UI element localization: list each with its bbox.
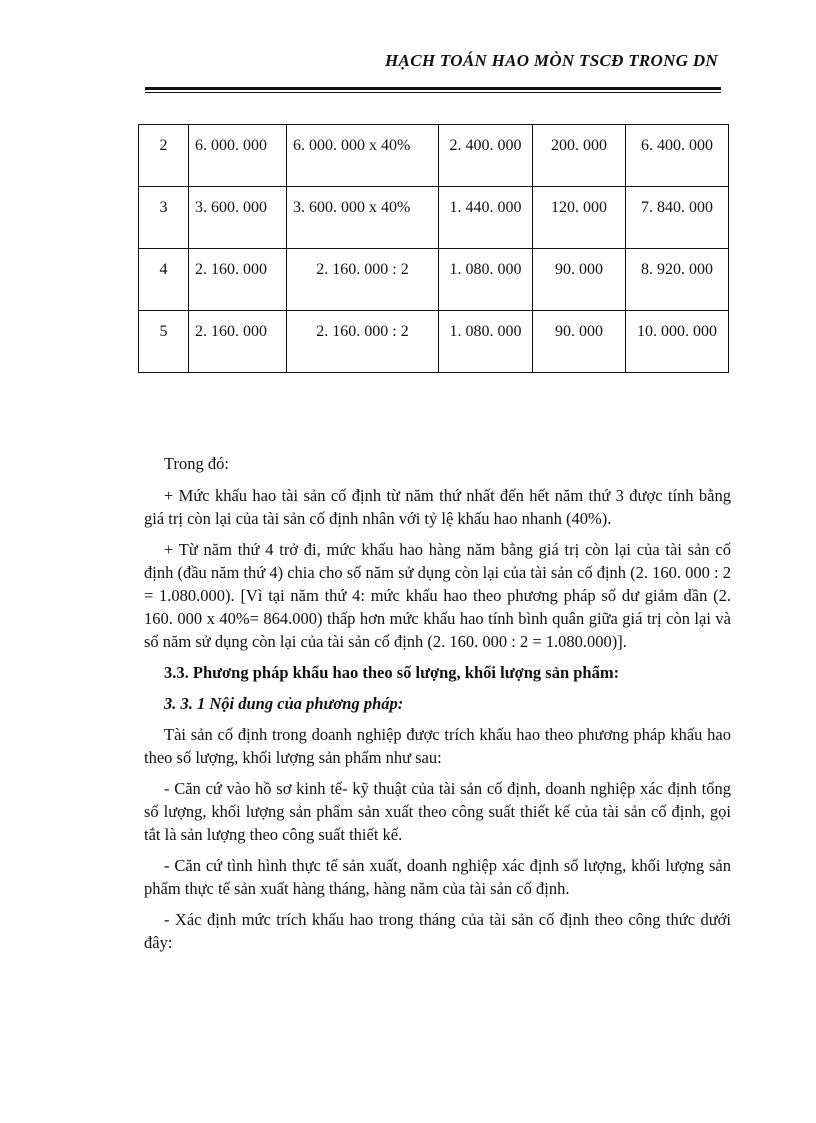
cell-annual-depreciation: 2. 400. 000 <box>439 125 533 187</box>
header-title: HẠCH TOÁN HAO MÒN TSCĐ TRONG DN <box>385 51 718 70</box>
cell-calculation: 6. 000. 000 x 40% <box>287 125 439 187</box>
cell-year: 3 <box>139 187 189 249</box>
paragraph-from-year-four: + Từ năm thứ 4 trở đi, mức khấu hao hàng năm bằng giá trị còn lại của tài sản cố định (đầu năm thứ 4) chia cho số năm sử dụng còn lại của tài sản cố định (2. 160. 000 : 2 = 1.080.000). [Vì tại năm thứ 4: mức khấu hao theo phương pháp số dư giảm dần (2. 160. 000 x 40%= 864.000) thấp hơn mức khấu hao tính bình quân giữa giá trị còn lại và số năm sử dụng còn lại của tài sản cố định (2. 160. 000 : 2 = 1.080.000)]. <box>144 540 732 651</box>
table-row <box>139 249 729 311</box>
cell-monthly-depreciation: 90. 000 <box>533 249 626 311</box>
cell-residual-value: 3. 600. 000 <box>189 187 287 249</box>
cell-calculation: 2. 160. 000 : 2 <box>287 249 439 311</box>
cell-accumulated-depreciation: 7. 840. 000 <box>626 187 729 249</box>
cell-monthly-depreciation: 200. 000 <box>533 125 626 187</box>
cell-calculation: 2. 160. 000 : 2 <box>287 311 439 373</box>
body-text <box>144 452 731 962</box>
cell-residual-value: 6. 000. 000 <box>189 125 287 187</box>
table-row <box>139 187 729 249</box>
cell-accumulated-depreciation: 6. 400. 000 <box>626 125 729 187</box>
header-rule-thin <box>145 92 721 93</box>
cell-monthly-depreciation: 90. 000 <box>533 311 626 373</box>
paragraph-step-actual-output: - Căn cứ tình hình thực tế sản xuất, doanh nghiệp xác định số lượng, khối lượng sản phẩm thực tế sản xuất hàng tháng, hàng năm của tài sản cố định. <box>144 856 731 898</box>
cell-annual-depreciation: 1. 080. 000 <box>439 311 533 373</box>
header-rule-thick <box>145 87 721 90</box>
table-row <box>139 125 729 187</box>
cell-monthly-depreciation: 120. 000 <box>533 187 626 249</box>
table-row <box>139 311 729 373</box>
cell-accumulated-depreciation: 10. 000. 000 <box>626 311 729 373</box>
paragraph-step-formula: - Xác định mức trích khấu hao trong tháng của tài sản cố định theo công thức dưới đây: <box>144 910 731 952</box>
paragraph-method-description: Tài sản cố định trong doanh nghiệp được trích khấu hao theo phương pháp khấu hao theo số lượng, khối lượng sản phẩm như sau: <box>144 725 731 767</box>
paragraph-step-design-capacity: - Căn cứ vào hồ sơ kinh tế- kỹ thuật của tài sản cố định, doanh nghiệp xác định tổng số lượng, khối lượng sản phẩm sản xuất theo công suất thiết kế của tài sản cố định, gọi tắt là sản lượng theo công suất thiết kế. <box>144 779 731 844</box>
paragraph-first-three-years: + Mức khấu hao tài sản cố định từ năm thứ nhất đến hết năm thứ 3 được tính bằng giá trị còn lại của tài sản cố định nhân với tỷ lệ khấu hao nhanh (40%). <box>144 486 731 528</box>
cell-year: 2 <box>139 125 189 187</box>
cell-residual-value: 2. 160. 000 <box>189 249 287 311</box>
cell-annual-depreciation: 1. 440. 000 <box>439 187 533 249</box>
subsection-heading: 3. 3. 1 Nội dung của phương pháp: <box>164 694 404 713</box>
cell-accumulated-depreciation: 8. 920. 000 <box>626 249 729 311</box>
cell-year: 4 <box>139 249 189 311</box>
paragraph-intro: Trong đó: <box>164 454 229 473</box>
cell-year: 5 <box>139 311 189 373</box>
depreciation-table <box>138 124 729 373</box>
cell-residual-value: 2. 160. 000 <box>189 311 287 373</box>
section-heading: 3.3. Phương pháp khấu hao theo số lượng, khối lượng sản phẩm: <box>164 663 620 682</box>
cell-calculation: 3. 600. 000 x 40% <box>287 187 439 249</box>
cell-annual-depreciation: 1. 080. 000 <box>439 249 533 311</box>
